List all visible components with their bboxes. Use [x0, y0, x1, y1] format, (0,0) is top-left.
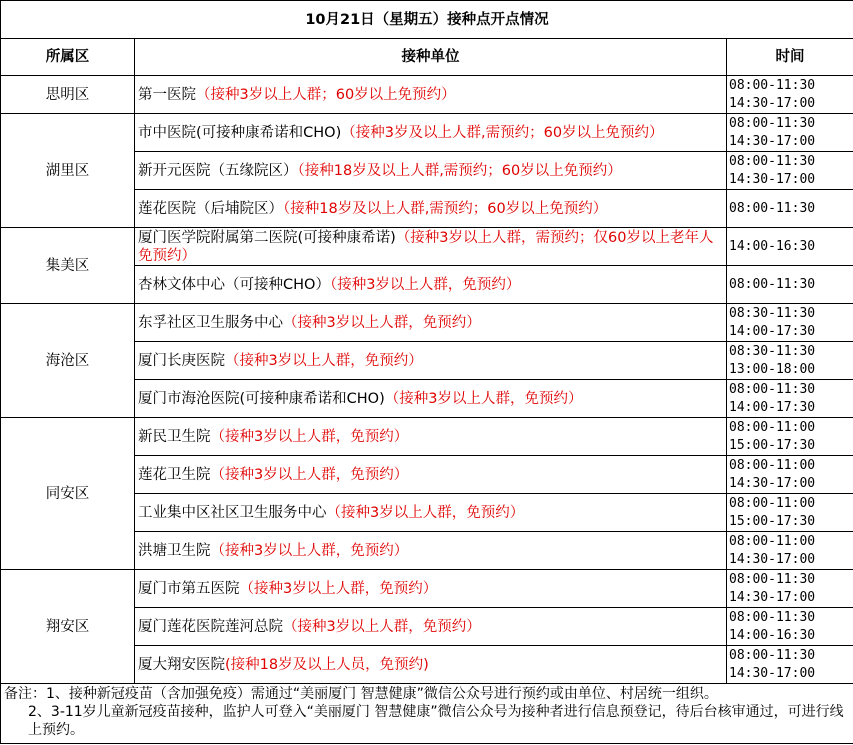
time-slot: 14:30-17:00: [729, 665, 816, 681]
time-slot: 08:30-11:30: [729, 305, 816, 321]
table-row: [1, 228, 853, 266]
unit-cell: [135, 114, 727, 152]
note-1: 备注：1、接种新冠疫苗（含加强免疫）需通过“美丽厦门 智慧健康”微信公众号进行预约或由单位、村居统一组织。: [4, 686, 718, 702]
time-cell: [727, 570, 853, 608]
time-slot: 08:00-11:00: [729, 419, 816, 435]
unit-name: 市中医院(可接种康希诺和CHO): [138, 124, 342, 141]
time-slot: 08:30-11:30: [729, 343, 816, 359]
unit-cell: [135, 76, 727, 114]
unit-cell: [135, 380, 727, 418]
time-slot: 08:00-11:30: [729, 571, 816, 587]
unit-name: 厦大翔安医院: [138, 656, 225, 673]
unit-note: (接种18岁及以上人员，免预约): [225, 656, 429, 673]
table-row: [1, 418, 853, 456]
header-time: 时间: [727, 39, 853, 76]
unit-note: （接种3岁以上人群，免预约）: [210, 466, 409, 483]
unit-note: （接种3岁以上人群，免预约）: [384, 390, 583, 407]
time-slot: 15:00-17:30: [729, 513, 816, 529]
time-slot: 14:00-16:30: [729, 238, 816, 254]
time-slot: 08:00-11:30: [729, 200, 816, 216]
district-cell: 翔安区: [1, 570, 135, 684]
unit-cell: [135, 456, 727, 494]
time-cell: [727, 494, 853, 532]
unit-cell: [135, 646, 727, 684]
time-cell: [727, 190, 853, 228]
unit-note: （接种18岁及以上人群,需预约；60岁以上免预约）: [297, 162, 622, 179]
time-slot: 08:00-11:00: [729, 495, 816, 511]
unit-note: （接种3岁以上人群，免预约）: [239, 580, 438, 597]
time-slot: 08:00-11:30: [729, 153, 816, 169]
table-body: [1, 76, 853, 684]
unit-name: 杏林文体中心（可接种CHO）: [138, 276, 330, 293]
unit-cell: [135, 570, 727, 608]
unit-name: 厦门医学院附属第二医院(可接种康希诺): [138, 229, 396, 246]
time-slot: 14:00-17:30: [729, 399, 816, 415]
time-slot: 08:00-11:30: [729, 381, 816, 397]
time-slot: 08:00-11:00: [729, 457, 816, 473]
district-cell: 思明区: [1, 76, 135, 114]
time-slot: 14:00-17:30: [729, 323, 816, 339]
unit-note: （接种3岁以上人群，免预约）: [283, 314, 481, 331]
time-slot: 14:30-17:00: [729, 551, 816, 567]
district-cell: 集美区: [1, 228, 135, 304]
unit-note: （接种3岁以上人群，免预约）: [210, 428, 409, 445]
unit-cell: [135, 228, 727, 266]
time-slot: 14:00-16:30: [729, 627, 816, 643]
unit-cell: [135, 418, 727, 456]
time-cell: [727, 380, 853, 418]
unit-cell: [135, 152, 727, 190]
time-cell: [727, 418, 853, 456]
unit-note: （接种18岁及以上人群,需预约；60岁以上免预约）: [283, 200, 608, 217]
unit-name: 厦门市海沧医院(可接种康希诺和CHO): [138, 390, 385, 407]
unit-note: （接种3岁以上人群，免预约）: [326, 504, 525, 521]
table-row: [1, 114, 853, 152]
unit-cell: [135, 342, 727, 380]
time-slot: 08:00-11:30: [729, 115, 816, 131]
time-cell: [727, 114, 853, 152]
time-slot: 08:00-11:30: [729, 609, 816, 625]
unit-note: （接种3岁以上人群，免预约）: [329, 276, 521, 293]
time-cell: [727, 608, 853, 646]
table-row: [1, 304, 853, 342]
unit-name: 厦门市第五医院: [138, 580, 240, 597]
time-slot: 15:00-17:30: [729, 437, 816, 453]
time-cell: [727, 266, 853, 304]
unit-name: 东孚社区卫生服务中心: [138, 314, 283, 331]
time-slot: 14:30-17:00: [729, 475, 816, 491]
district-cell: 海沧区: [1, 304, 135, 418]
time-cell: [727, 646, 853, 684]
time-slot: 14:30-17:00: [729, 589, 816, 605]
header-unit: 接种单位: [135, 39, 727, 76]
time-cell: [727, 304, 853, 342]
notes-cell: [1, 684, 853, 744]
unit-cell: [135, 304, 727, 342]
unit-cell: [135, 190, 727, 228]
time-slot: 08:00-11:30: [729, 647, 816, 663]
time-slot: 14:30-17:00: [729, 95, 816, 111]
unit-cell: [135, 608, 727, 646]
time-slot: 14:30-17:00: [729, 171, 816, 187]
time-cell: [727, 76, 853, 114]
time-cell: [727, 228, 853, 266]
unit-name: 新开元医院（五缘院区）: [138, 162, 298, 179]
unit-cell: [135, 494, 727, 532]
time-cell: [727, 152, 853, 190]
table-row: [1, 76, 853, 114]
unit-note: （接种3岁及以上人群,需预约；60岁以上免预约）: [341, 124, 664, 141]
district-cell: 湖里区: [1, 114, 135, 228]
time-slot: 08:00-11:30: [729, 276, 816, 292]
header-district: 所属区: [1, 39, 135, 76]
unit-note: （接种3岁以上人群，免预约）: [225, 352, 423, 369]
unit-name: 厦门莲花医院莲河总院: [138, 618, 283, 635]
unit-note: （接种3岁以上人群；60岁以上免预约）: [196, 86, 456, 103]
time-cell: [727, 342, 853, 380]
unit-name: 厦门长庚医院: [138, 352, 225, 369]
time-slot: 08:00-11:00: [729, 533, 816, 549]
unit-cell: [135, 266, 727, 304]
unit-name: 工业集中区社区卫生服务中心: [138, 504, 327, 521]
district-cell: 同安区: [1, 418, 135, 570]
unit-name: 莲花医院（后埔院区）: [138, 200, 283, 217]
time-slot: 14:30-17:00: [729, 133, 816, 149]
time-slot: 08:00-11:30: [729, 77, 816, 93]
unit-cell: [135, 532, 727, 570]
table-row: [1, 570, 853, 608]
note-2: 2、3-11岁儿童新冠疫苗接种，监护人可登入“美丽厦门 智慧健康”微信公众号为接种者进行信息预登记，待后台核审通过，可进行线上预约。: [28, 704, 844, 738]
time-cell: [727, 456, 853, 494]
unit-note: （接种3岁以上人群，免预约）: [210, 542, 409, 559]
time-slot: 13:00-18:00: [729, 361, 816, 377]
unit-name: 莲花卫生院: [138, 466, 211, 483]
time-cell: [727, 532, 853, 570]
unit-name: 新民卫生院: [138, 428, 211, 445]
unit-note: （接种3岁以上人群，需预约；仅60岁以上老年人免预约）: [138, 229, 714, 264]
table-title: 10月21日（星期五）接种点开点情况: [1, 1, 853, 39]
unit-name: 洪塘卫生院: [138, 542, 211, 559]
unit-name: 第一医院: [138, 86, 196, 103]
unit-note: （接种3岁以上人群，免预约）: [283, 618, 481, 635]
